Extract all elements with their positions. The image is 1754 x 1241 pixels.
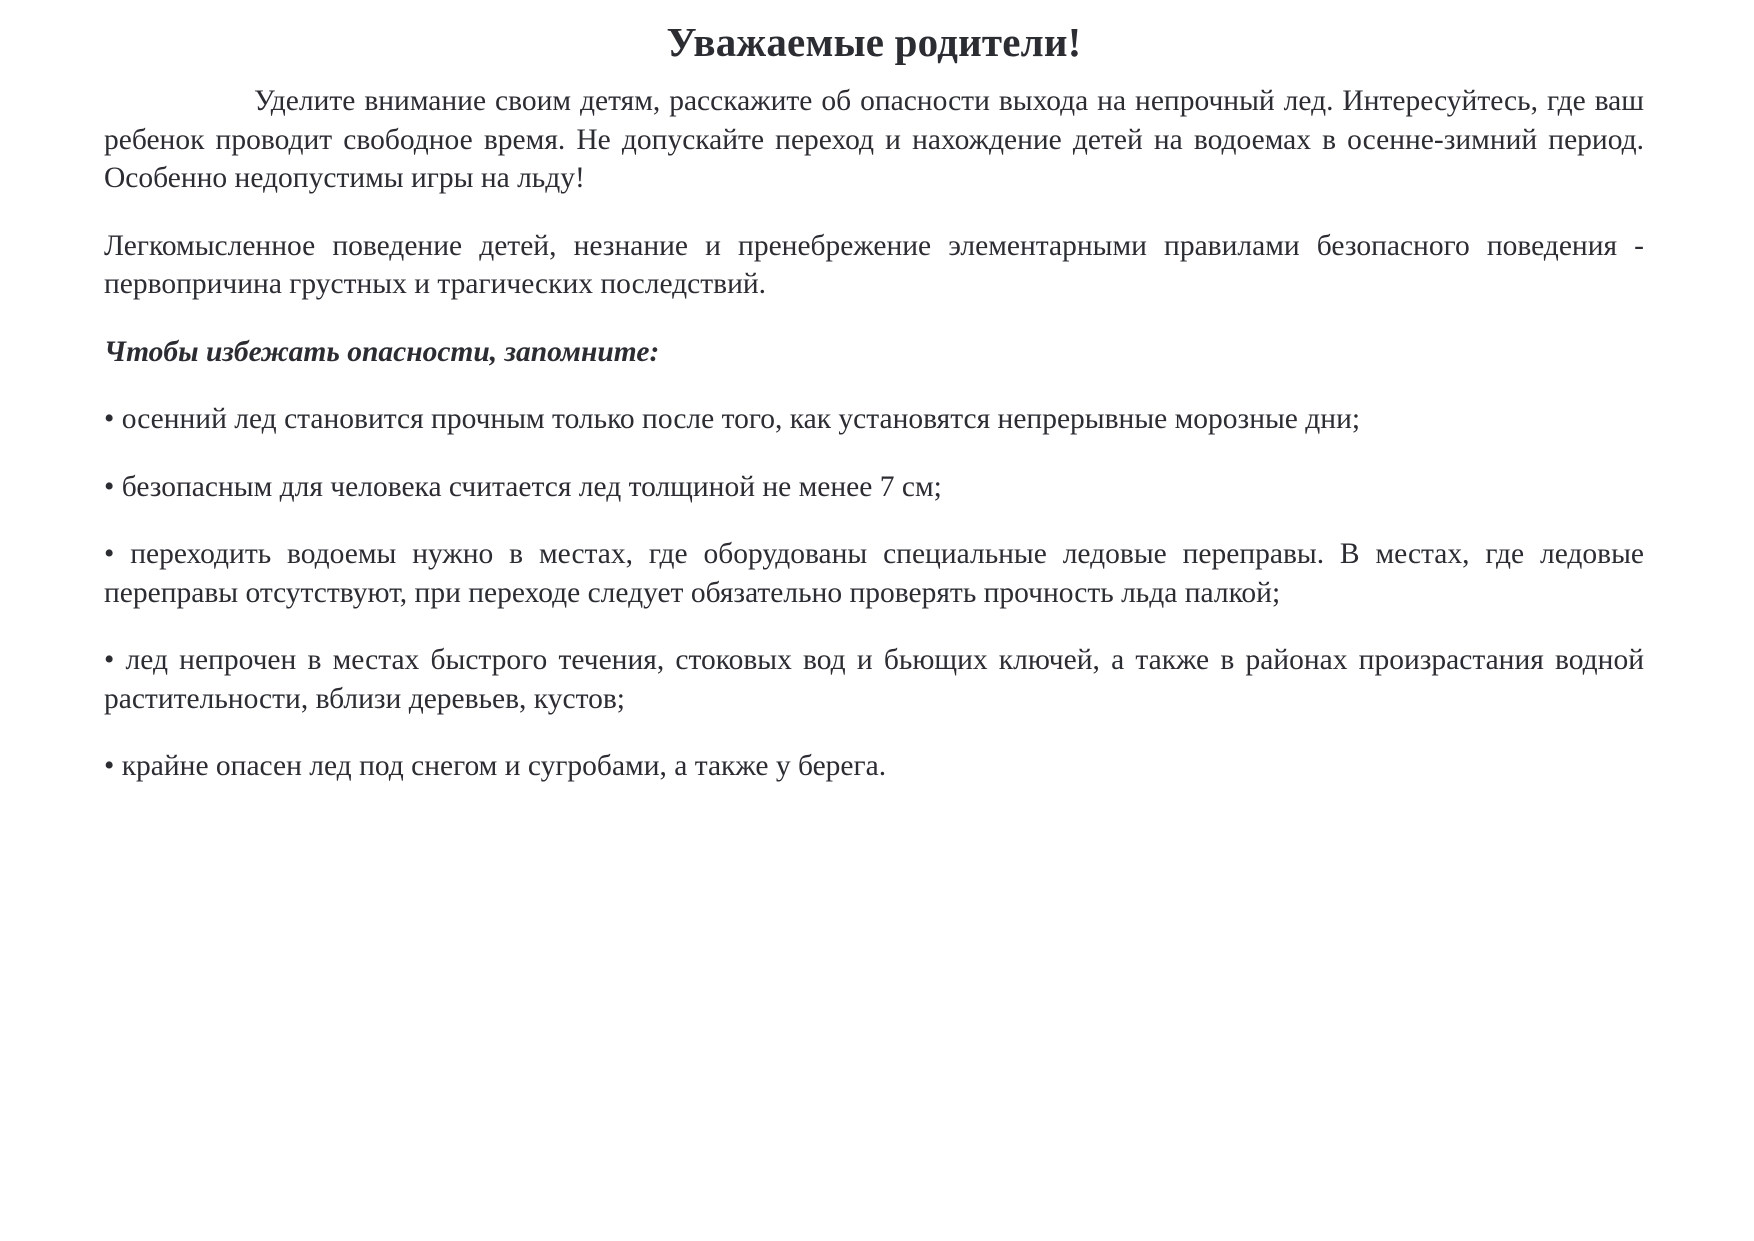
rules-list xyxy=(104,400,1644,786)
bullet-icon: • xyxy=(104,538,115,570)
rules-heading: Чтобы избежать опасности, запомните: xyxy=(104,335,660,368)
rule-item xyxy=(104,535,1644,612)
rule-item xyxy=(104,400,1644,439)
rule-text: крайне опасен лед под снегом и сугробами, а также у берега. xyxy=(121,750,887,782)
rule-text: лед непрочен в местах быстрого течения, стоковых вод и бьющих ключей, а также в районах произрастания водной растительности, вблизи деревьев, кустов; xyxy=(104,644,1644,715)
document-title: Уважаемые родители! xyxy=(666,19,1082,65)
rule-text: переходить водоемы нужно в местах, где оборудованы специальные ледовые переправы. В местах, где ледовые переправы отсутствуют, при переходе следует обязательно проверять прочность льда палкой; xyxy=(104,538,1644,609)
warning-paragraph: Легкомысленное поведение детей, незнание и пренебрежение элементарными правилами безопасного поведения - первопричина грустных и трагических последствий. xyxy=(104,229,1644,300)
rule-item xyxy=(104,747,1644,786)
bullet-icon: • xyxy=(104,403,115,435)
rule-text: осенний лед становится прочным только после того, как установятся непрерывные морозные дни; xyxy=(121,403,1361,435)
rule-text: безопасным для человека считается лед толщиной не менее 7 см; xyxy=(121,470,942,503)
document-page xyxy=(104,14,1644,815)
intro-paragraph: Уделите внимание своим детям, расскажите об опасности выхода на непрочный лед. Интересуйтесь, где ваш ребенок проводит свободное время. Не допускайте переход и нахождение детей на водоемах в осенне-зимний период. Особенно недопустимы игры на льду! xyxy=(104,85,1644,194)
rule-item xyxy=(104,641,1644,718)
bullet-icon: • xyxy=(104,644,115,676)
bullet-icon: • xyxy=(104,750,115,782)
rule-item xyxy=(104,468,1644,507)
bullet-icon: • xyxy=(104,470,115,503)
